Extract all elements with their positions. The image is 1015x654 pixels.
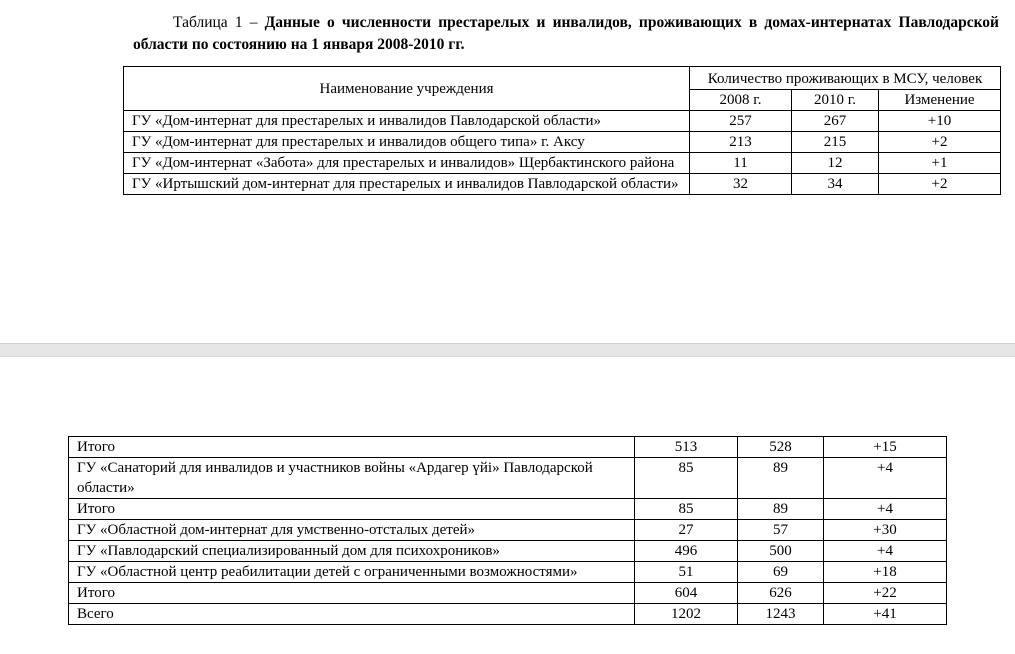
header-institution-name: Наименование учреждения [124, 67, 690, 111]
institution-name: Итого [69, 499, 635, 520]
table-row [69, 499, 947, 520]
value-2008: 32 [690, 174, 792, 195]
value-2010: 89 [738, 458, 824, 499]
value-2008: 51 [635, 562, 738, 583]
institution-name: ГУ «Дом-интернат для престарелых и инвалидов общего типа» г. Аксу [124, 132, 690, 153]
table-caption [133, 12, 999, 56]
value-change: +4 [824, 499, 947, 520]
table-row [124, 174, 1001, 195]
value-change: +15 [824, 437, 947, 458]
value-2008: 11 [690, 153, 792, 174]
table-row [69, 458, 947, 499]
institution-name: Всего [69, 604, 635, 625]
table-header-row [124, 67, 1001, 90]
table-row [69, 437, 947, 458]
header-change: Изменение [879, 90, 1001, 111]
value-2008: 604 [635, 583, 738, 604]
value-2008: 27 [635, 520, 738, 541]
value-change: +4 [824, 458, 947, 499]
page-break [0, 343, 1015, 357]
institution-name: ГУ «Дом-интернат «Забота» для престарелых и инвалидов» Щербактинского района [124, 153, 690, 174]
value-2010: 89 [738, 499, 824, 520]
value-2010: 626 [738, 583, 824, 604]
value-2008: 85 [635, 458, 738, 499]
caption-lead: Таблица 1 – [173, 14, 265, 31]
institution-name: Итого [69, 437, 635, 458]
value-2008: 496 [635, 541, 738, 562]
caption-title: Данные о численности престарелых и инвалидов, проживающих в домах-интернатах Павлодарской области по состоянию на 1 января 2008-2010 гг. [133, 14, 999, 53]
institution-name: ГУ «Иртышский дом-интернат для престарелых и инвалидов Павлодарской области» [124, 174, 690, 195]
table-row [69, 520, 947, 541]
value-change: +2 [879, 132, 1001, 153]
institution-name: Итого [69, 583, 635, 604]
value-2010: 12 [792, 153, 879, 174]
institution-name: ГУ «Областной дом-интернат для умственно-отсталых детей» [69, 520, 635, 541]
table-row [124, 153, 1001, 174]
value-change: +30 [824, 520, 947, 541]
value-2010: 500 [738, 541, 824, 562]
value-2010: 34 [792, 174, 879, 195]
header-residents-count: Количество проживающих в МСУ, человек [690, 67, 1001, 90]
value-change: +22 [824, 583, 947, 604]
value-2010: 1243 [738, 604, 824, 625]
table-row [69, 604, 947, 625]
table-top-page [123, 66, 1001, 195]
table-row [124, 132, 1001, 153]
table-row [124, 111, 1001, 132]
value-change: +41 [824, 604, 947, 625]
table-bottom-page [68, 436, 947, 625]
value-2008: 1202 [635, 604, 738, 625]
institution-name: ГУ «Павлодарский специализированный дом для психохроников» [69, 541, 635, 562]
value-change: +10 [879, 111, 1001, 132]
value-2008: 213 [690, 132, 792, 153]
value-2010: 57 [738, 520, 824, 541]
value-change: +4 [824, 541, 947, 562]
value-2008: 257 [690, 111, 792, 132]
table-row [69, 562, 947, 583]
table-row [69, 541, 947, 562]
header-year-2010: 2010 г. [792, 90, 879, 111]
value-change: +18 [824, 562, 947, 583]
value-change: +1 [879, 153, 1001, 174]
institution-name: ГУ «Дом-интернат для престарелых и инвалидов Павлодарской области» [124, 111, 690, 132]
value-2008: 513 [635, 437, 738, 458]
value-2010: 215 [792, 132, 879, 153]
value-2010: 528 [738, 437, 824, 458]
table-row [69, 583, 947, 604]
header-year-2008: 2008 г. [690, 90, 792, 111]
value-2010: 267 [792, 111, 879, 132]
value-change: +2 [879, 174, 1001, 195]
institution-name: ГУ «Областной центр реабилитации детей с ограниченными возможностями» [69, 562, 635, 583]
value-2008: 85 [635, 499, 738, 520]
value-2010: 69 [738, 562, 824, 583]
institution-name: ГУ «Санаторий для инвалидов и участников войны «Ардагер үйі» Павлодарской области» [69, 458, 635, 499]
